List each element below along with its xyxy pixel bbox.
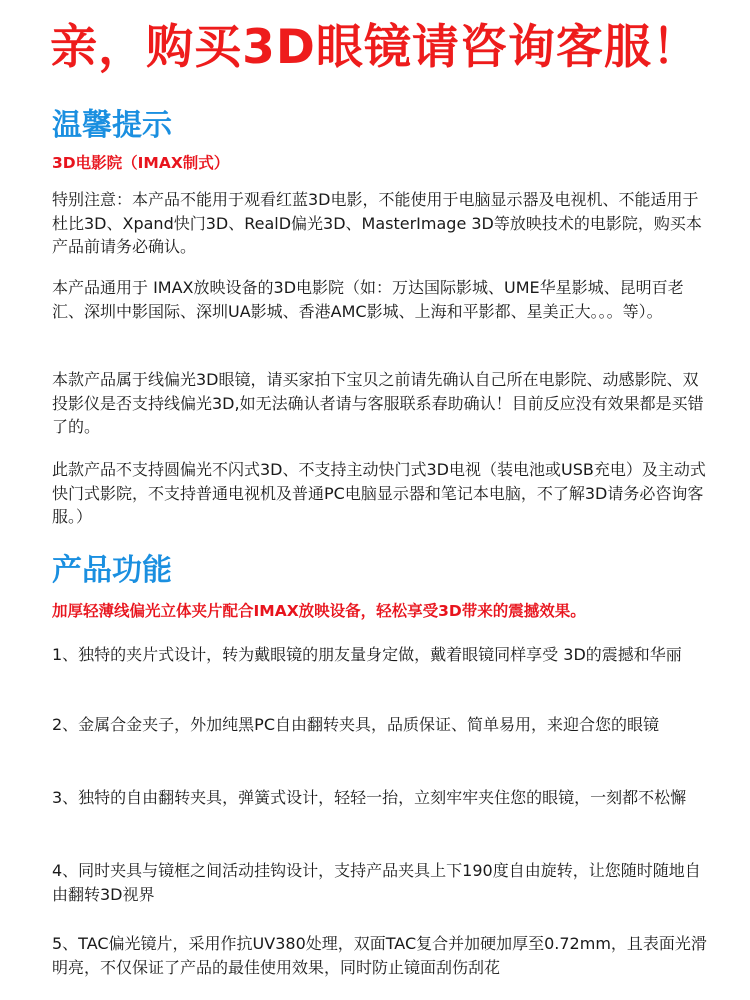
notice-paragraph-2: 本产品通用于 IMAX放映设备的3D电影院（如：万达国际影城、UME华星影城、昆明百老汇、深圳中影国际、深圳UA影城、香港AMC影城、上海和平影都、星美正大。。。等）。 xyxy=(52,278,684,321)
promo-banner: 亲，购买3D眼镜请咨询客服！ xyxy=(50,20,700,75)
feature-item-3: 3、独特的自由翻转夹具，弹簧式设计，轻轻一抬，立刻牢牢夹住您的眼镜，一刻都不松懈 xyxy=(52,788,687,807)
feature-item-5: 5、TAC偏光镜片，采用作抗UV380处理，双面TAC复合并加硬加厚至0.72mm，且表面光滑明亮，不仅保证了产品的最佳使用效果，同时防止镜面刮伤刮花 xyxy=(52,934,707,977)
features-subtitle: 加厚轻薄线偏光立体夹片配合IMAX放映设备，轻松享受3D带来的震撼效果。 xyxy=(52,602,586,620)
notice-paragraph-4: 此款产品不支持圆偏光不闪式3D、不支持主动快门式3D电视（装电池或USB充电）及主动式快门式影院，不支持普通电视机及普通PC电脑显示器和笔记本电脑，不了解3D请务必咨询客服。） xyxy=(52,460,706,526)
feature-item-2: 2、金属合金夹子，外加纯黑PC自由翻转夹具，品质保证、简单易用，来迎合您的眼镜 xyxy=(52,715,660,734)
notice-title: 温馨提示 xyxy=(52,108,172,143)
notice-subtitle: 3D电影院（IMAX制式） xyxy=(52,154,230,172)
notice-paragraph-1: 特别注意：本产品不能用于观看红蓝3D电影，不能使用于电脑显示器及电视机、不能适用于杜比3D、Xpand快门3D、RealD偏光3D、MasterImage 3D等放映技术的电影院，购买本产品前请务必确认。 xyxy=(52,190,702,256)
features-title: 产品功能 xyxy=(52,553,172,588)
feature-item-4: 4、同时夹具与镜框之间活动挂钩设计，支持产品夹具上下190度自由旋转，让您随时随地自由翻转3D视界 xyxy=(52,861,701,904)
notice-paragraph-3: 本款产品属于线偏光3D眼镜，请买家拍下宝贝之前请先确认自己所在电影院、动感影院、双投影仪是否支持线偏光3D,如无法确认者请与客服联系春助确认！目前反应没有效果都是买错了的。 xyxy=(52,370,704,436)
feature-item-1: 1、独特的夹片式设计，转为戴眼镜的朋友量身定做，戴着眼镜同样享受 3D的震撼和华丽 xyxy=(52,645,682,664)
